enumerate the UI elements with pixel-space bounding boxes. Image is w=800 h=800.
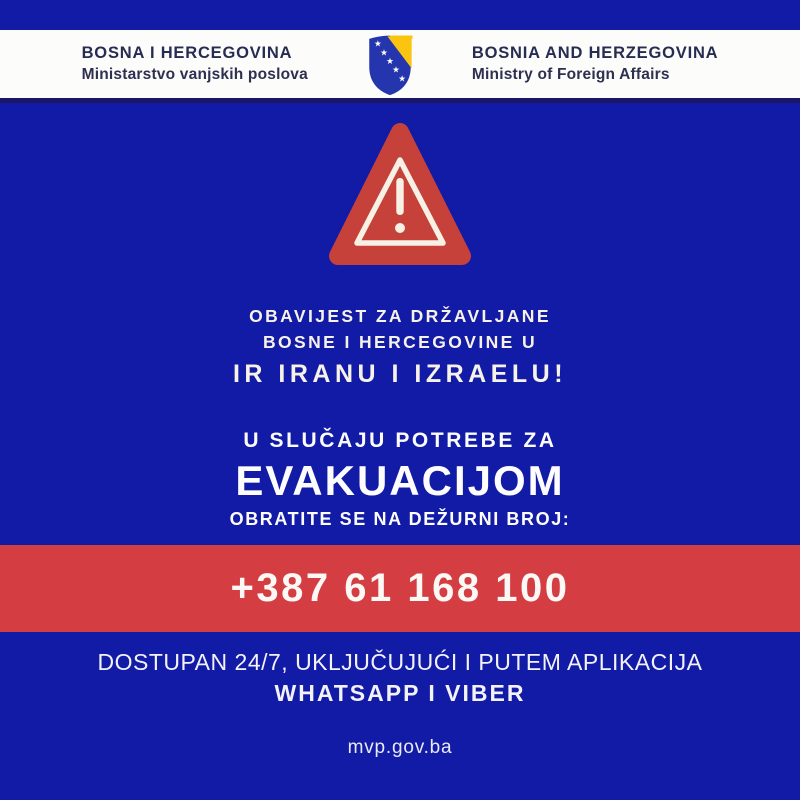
evacuation-line3: OBRATITE SE NA DEŽURNI BROJ: [229,509,571,529]
notice-heading [0,303,800,391]
availability-note [0,646,800,708]
availability-line: DOSTUPAN 24/7, UKLJUČUJUĆI I PUTEM APLIKACIJA [97,649,703,675]
evacuation-title: EVAKUACIJOM [235,457,565,504]
ministry-title-local: BOSNA I HERCEGOVINA [81,44,293,63]
ministry-subtitle-english: Ministry of Foreign Affairs [471,65,670,83]
svg-text:★: ★ [386,57,394,67]
ministry-name-english [472,43,718,85]
header-band [0,30,800,103]
evacuation-message [0,426,800,532]
bih-coat-of-arms-icon [364,32,416,96]
svg-text:★: ★ [392,65,400,76]
svg-text:★: ★ [373,39,382,50]
hotline-band [0,545,800,632]
ministry-name-local [82,43,308,85]
notice-heading-line1: OBAVIJEST ZA DRŽAVLJANE [249,306,551,326]
website-text: mvp.gov.ba [347,737,453,758]
hotline-number: +387 61 168 100 [230,566,570,610]
warning-triangle-icon [325,116,475,276]
ministry-title-english: BOSNIA AND HERZEGOVINA [471,44,719,63]
svg-text:★: ★ [379,48,388,59]
apps-line: WHATSAPP I VIBER [274,680,526,706]
ministry-subtitle-local: Ministarstvo vanjskih poslova [81,65,308,83]
notice-heading-line2: BOSNE I HERCEGOVINE U [262,332,538,352]
svg-text:★: ★ [398,74,406,85]
notice-heading-line3: IR IRANU I IZRAELU! [232,360,568,388]
evacuation-line1: U SLUČAJU POTREBE ZA [243,429,557,452]
